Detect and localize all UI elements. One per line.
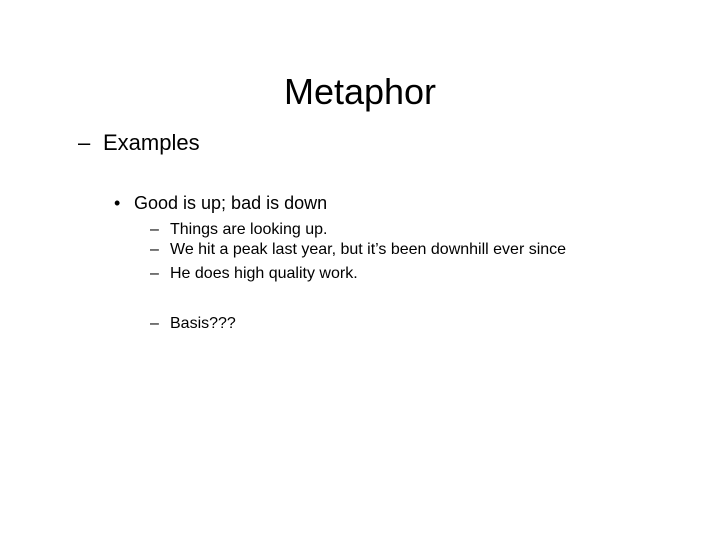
slide-title — [0, 70, 720, 114]
bullet-level3-item — [150, 238, 566, 262]
bullet-text: Basis??? — [170, 315, 236, 332]
bullet-text: We hit a peak last year, but it’s been downhill ever since — [170, 241, 567, 258]
bullet-marker: • — [114, 193, 121, 213]
slide-title-text: Metaphor — [283, 71, 437, 112]
bullet-level2 — [114, 190, 327, 216]
dash-marker: – — [150, 221, 159, 238]
bullet-level3-item — [150, 312, 236, 336]
dash-marker: – — [150, 315, 159, 332]
bullet-text: Things are looking up. — [170, 221, 328, 238]
bullet-text: Examples — [103, 130, 200, 155]
dash-marker: – — [150, 265, 159, 282]
bullet-level3-item — [150, 262, 358, 286]
bullet-text: He does high quality work. — [170, 265, 358, 282]
bullet-text: Good is up; bad is down — [134, 193, 328, 213]
dash-marker: – — [78, 130, 91, 155]
dash-marker: – — [150, 241, 159, 258]
bullet-level1 — [78, 128, 200, 158]
